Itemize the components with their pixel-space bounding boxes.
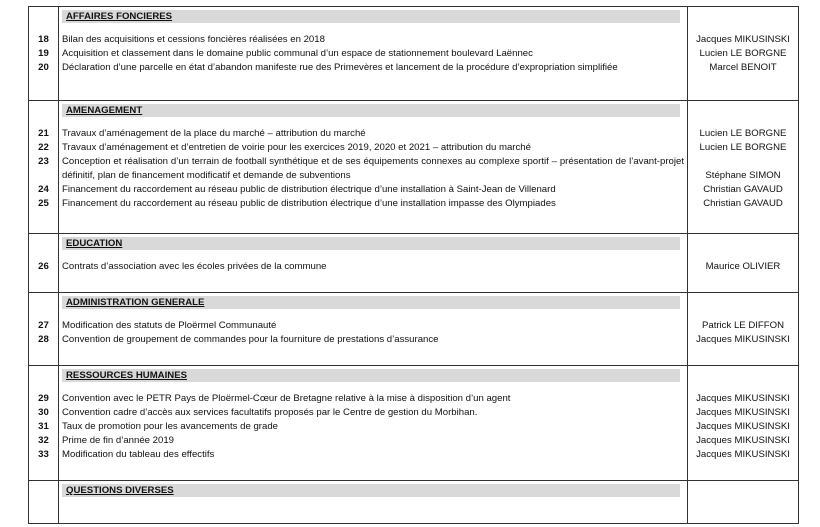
item-number: 27	[38, 319, 49, 331]
item-rapporteur: Patrick LE DIFFON	[701, 319, 785, 331]
item-number: 28	[38, 333, 49, 345]
section-title: EDUCATION	[62, 237, 680, 250]
item-number: 20	[38, 61, 49, 73]
section-row	[29, 7, 799, 101]
section-row	[29, 234, 799, 292]
item-number: 30	[38, 407, 49, 419]
item-subject: Travaux d’aménagement et d’entretien de voirie pour les exercices 2019, 2020 et 2021 – attribution du marché	[62, 142, 531, 154]
item-subject: Bilan des acquisitions et cessions foncières réalisées en 2018	[62, 34, 325, 45]
subject-cell	[59, 292, 688, 366]
item-rapporteur: Lucien LE BORGNE	[699, 128, 787, 140]
section-title: QUESTIONS DIVERSES	[62, 484, 680, 497]
item-subject: Conception et réalisation d’un terrain de football synthétique et de ses équipements connexes au complexe sportif – présentation de l’avant-projet définitif, plan de financement modificatif et demande de subventions	[62, 155, 684, 181]
subject-cell	[59, 7, 688, 101]
section-title: ADMINISTRATION GENERALE	[62, 296, 680, 309]
item-rapporteur: Jacques MIKUSINSKI	[696, 421, 790, 433]
item-rapporteur: Christian GAVAUD	[703, 197, 783, 209]
rapporteur-cell	[688, 234, 799, 292]
section-title: RESSOURCES HUMAINES	[62, 369, 680, 382]
agenda-table	[28, 6, 799, 524]
rapporteur-cell	[688, 480, 799, 523]
rapporteur-cell	[688, 101, 799, 234]
subject-cell	[59, 101, 688, 234]
item-rapporteur: Stéphane SIMON	[705, 169, 781, 181]
item-number: 26	[38, 261, 49, 273]
section-row	[29, 101, 799, 234]
item-number-cell	[29, 366, 59, 481]
item-number-cell	[29, 292, 59, 366]
item-subject: Convention cadre d’accès aux services facultatifs proposés par le Centre de gestion du Morbihan.	[62, 407, 478, 419]
item-number: 25	[38, 197, 49, 209]
item-rapporteur: Maurice OLIVIER	[705, 261, 781, 273]
item-subject: Convention de groupement de commandes pour la fourniture de prestations d’assurance	[62, 333, 439, 345]
rapporteur-cell	[688, 292, 799, 366]
item-number: 21	[38, 128, 49, 140]
item-subject: Taux de promotion pour les avancements de grade	[62, 421, 278, 433]
section-title: AFFAIRES FONCIERES	[62, 10, 680, 23]
item-number: 33	[38, 448, 49, 460]
subject-cell	[59, 234, 688, 292]
item-subject: Convention avec le PETR Pays de Ploërmel-Cœur de Bretagne relative à la mise à disposition d’un agent	[62, 393, 511, 405]
item-subject: Financement du raccordement au réseau public de distribution électrique d’une installation à Saint-Jean de Villenard	[62, 183, 556, 195]
item-number-cell	[29, 101, 59, 234]
item-subject: Travaux d’aménagement de la place du marché – attribution du marché	[62, 128, 366, 140]
item-number: 32	[38, 435, 49, 447]
item-number: 23	[38, 155, 49, 167]
item-rapporteur: Jacques MIKUSINSKI	[696, 34, 790, 45]
rapporteur-cell	[688, 366, 799, 481]
item-subject: Modification du tableau des effectifs	[62, 448, 215, 460]
rapporteur-cell	[688, 7, 799, 101]
item-subject: Modification des statuts de Ploërmel Communauté	[62, 319, 277, 331]
subject-cell	[59, 366, 688, 481]
item-number: 19	[38, 47, 49, 59]
item-rapporteur: Jacques MIKUSINSKI	[696, 407, 790, 419]
item-number-cell	[29, 234, 59, 292]
section-row	[29, 292, 799, 366]
item-number: 22	[38, 142, 49, 154]
item-number-cell	[29, 7, 59, 101]
item-rapporteur: Marcel BENOIT	[709, 61, 777, 73]
item-rapporteur: Lucien LE BORGNE	[699, 142, 787, 154]
item-number-cell	[29, 480, 59, 523]
item-number: 29	[38, 393, 49, 405]
item-number: 18	[38, 34, 49, 45]
item-rapporteur: Jacques MIKUSINSKI	[696, 393, 790, 405]
item-rapporteur: Jacques MIKUSINSKI	[696, 435, 790, 447]
item-number: 24	[38, 183, 49, 195]
item-subject: Contrats d’association avec les écoles privées de la commune	[62, 261, 327, 273]
item-subject: Déclaration d’une parcelle en état d’abandon manifeste rue des Primevères et lancement de la procédure d’expropriation simplifiée	[62, 61, 618, 73]
section-title: AMENAGEMENT	[62, 104, 680, 117]
item-number: 31	[38, 421, 49, 433]
item-subject: Acquisition et classement dans le domaine public communal d’un espace de stationnement boulevard Laënnec	[62, 47, 533, 59]
item-subject: Prime de fin d’année 2019	[62, 435, 175, 447]
subject-cell	[59, 480, 688, 523]
section-row	[29, 480, 799, 523]
item-rapporteur: Lucien LE BORGNE	[699, 47, 787, 59]
item-rapporteur: Jacques MIKUSINSKI	[696, 448, 790, 460]
item-rapporteur: Christian GAVAUD	[703, 183, 783, 195]
item-subject: Financement du raccordement au réseau public de distribution électrique d’une installation impasse des Olympiades	[62, 197, 556, 209]
item-rapporteur: Jacques MIKUSINSKI	[696, 333, 790, 345]
section-row	[29, 366, 799, 481]
